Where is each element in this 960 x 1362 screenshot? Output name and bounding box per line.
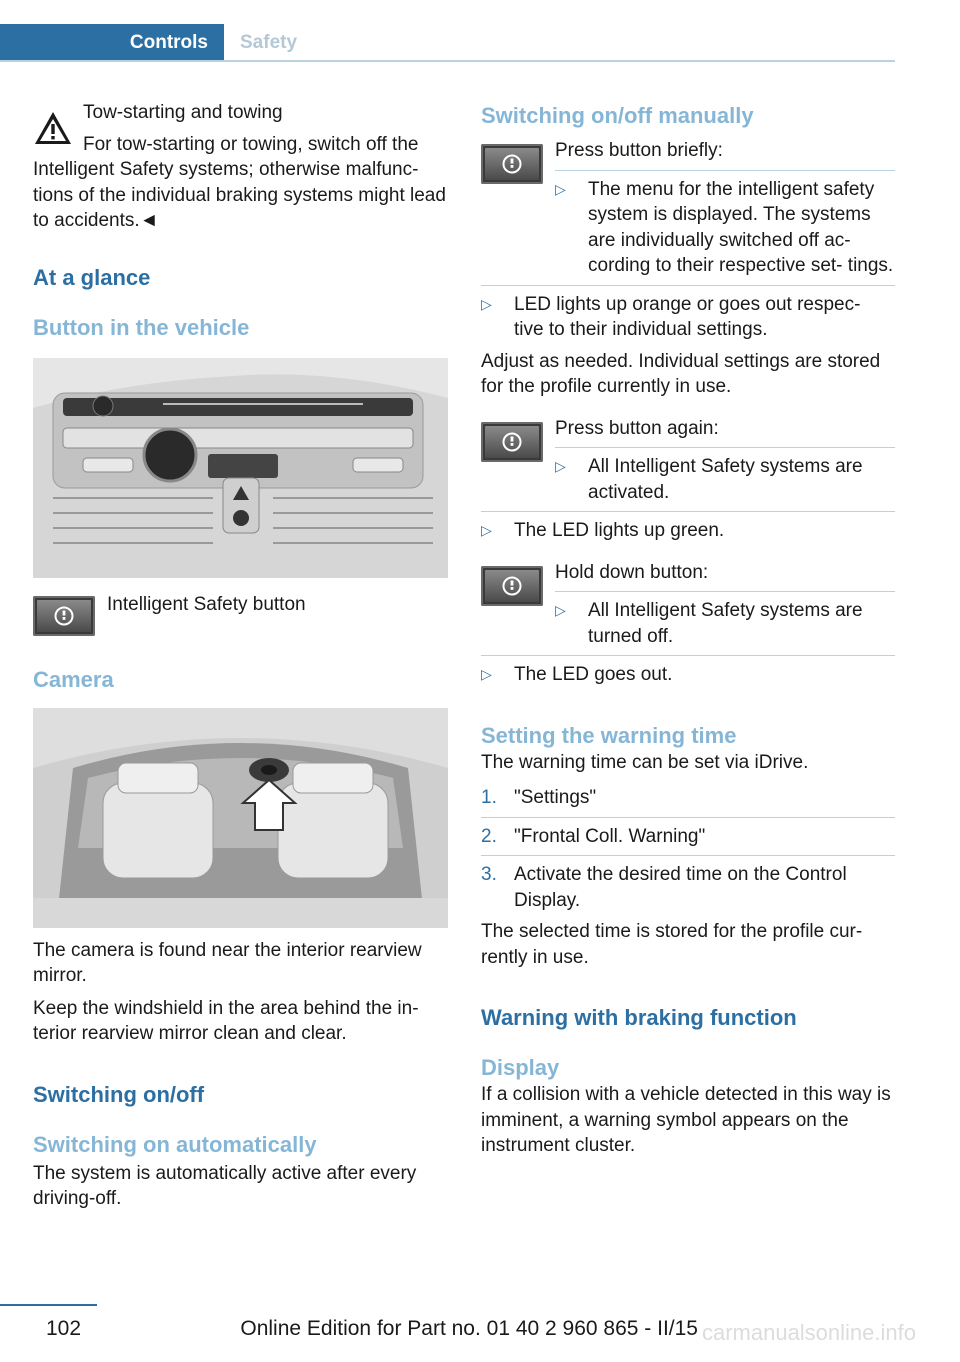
divider: [555, 447, 895, 448]
heading-switching-on-off: Switching on/off: [33, 1081, 205, 1107]
warning-time-paragraph: The warning time can be set via iDrive.: [481, 751, 809, 773]
warning-box: [33, 100, 448, 234]
button-caption-row: [33, 593, 448, 636]
heading-switching-on-automatically: Switching on automatically: [33, 1131, 317, 1157]
warning-text: For tow-starting or towing, switch off the Intelligent Safety systems; otherwise malfunc- tions of the individual braking systems might lead to accidents.◄: [33, 133, 446, 231]
list-item: 2. "Frontal Coll. Warning": [481, 825, 706, 847]
list-item: ▷ The LED goes out.: [481, 662, 895, 688]
press-briefly-label: Press button briefly:: [555, 140, 723, 161]
tab-underline: [0, 60, 895, 62]
heading-display: Display: [481, 1055, 560, 1080]
list-item: 3. Activate the desired time on the Control Display.: [481, 864, 847, 911]
watermark: carmanualsonline.info: [701, 1320, 916, 1345]
chapter-tabs: [0, 24, 895, 62]
camera-paragraph-2: Keep the windshield in the area behind the in- terior rearview mirror clean and clear.: [33, 997, 419, 1044]
divider: [481, 511, 895, 512]
press-again-label: Press button again:: [555, 417, 719, 439]
page-number: 102: [46, 1317, 82, 1340]
heading-button-in-vehicle: Button in the vehicle: [33, 314, 250, 340]
divider: [481, 655, 895, 656]
heading-braking-function: Warning with braking function: [481, 1005, 797, 1030]
hold-down-label: Hold down button:: [555, 561, 709, 583]
footer-rule: [0, 1304, 97, 1306]
bullet-icon: ▷: [481, 295, 492, 312]
tab-safety[interactable]: Safety: [240, 32, 298, 53]
bullet-icon: ▷: [555, 180, 566, 197]
button-caption: Intelligent Safety button: [107, 593, 306, 615]
warning-title: Tow-starting and towing: [83, 102, 283, 123]
list-item: ▷ LED lights up orange or goes out respec- tive to their individual settings.: [481, 292, 895, 343]
warning-triangle-icon: [33, 110, 73, 146]
bullet-icon: ▷: [481, 522, 492, 538]
heading-switching-manually: Switching on/off manually: [481, 103, 754, 128]
intelligent-safety-button-icon: [33, 596, 95, 636]
safety-button-icon: [481, 422, 543, 462]
heading-camera: Camera: [33, 666, 114, 692]
divider: [555, 591, 895, 592]
camera-paragraph-1: The camera is found near the interior rearview mirror.: [33, 939, 422, 986]
edition-note: Online Edition for Part no. 01 40 2 960 865 - II/15: [240, 1317, 698, 1340]
divider: [481, 817, 895, 818]
heading-at-a-glance: At a glance: [33, 264, 151, 290]
display-paragraph: If a collision with a vehicle detected in this way is imminent, a warning symbol appears on the instrument cluster.: [481, 1084, 891, 1156]
divider: [555, 170, 895, 171]
bullet-icon: ▷: [555, 458, 566, 474]
safety-button-icon: [481, 144, 543, 184]
heading-warning-time: Setting the warning time: [481, 722, 737, 748]
press-again-block: [481, 417, 895, 506]
list-item: 1. "Settings": [481, 787, 597, 808]
divider: [481, 855, 895, 856]
tab-controls[interactable]: Controls: [0, 24, 224, 62]
list-item: ▷ The menu for the intelligent safety system is displayed. The systems are individually switched off ac- cording to their respective set- tings.: [555, 177, 895, 279]
press-briefly-block: [481, 140, 895, 279]
hold-down-block: [481, 561, 895, 650]
safety-button-icon: [481, 566, 543, 606]
steps-list: [481, 785, 895, 913]
auto-paragraph: The system is automatically active after every driving-off.: [33, 1162, 417, 1209]
bullet-icon: ▷: [481, 666, 492, 682]
left-column: [33, 100, 448, 1212]
divider: [481, 285, 895, 286]
adjust-paragraph: Adjust as needed. Individual settings are stored for the profile currently in use.: [481, 350, 881, 397]
stored-paragraph: The selected time is stored for the profile cur- rently in use.: [481, 921, 863, 968]
list-item: ▷ All Intelligent Safety systems are turned off.: [555, 598, 895, 649]
dashboard-photo: [33, 358, 448, 578]
camera-photo: [33, 708, 448, 928]
list-item: ▷ The LED lights up green.: [481, 518, 895, 544]
right-column: [481, 100, 895, 1159]
list-item: ▷ All Intelligent Safety systems are activated.: [555, 454, 895, 505]
bullet-icon: ▷: [555, 602, 566, 618]
